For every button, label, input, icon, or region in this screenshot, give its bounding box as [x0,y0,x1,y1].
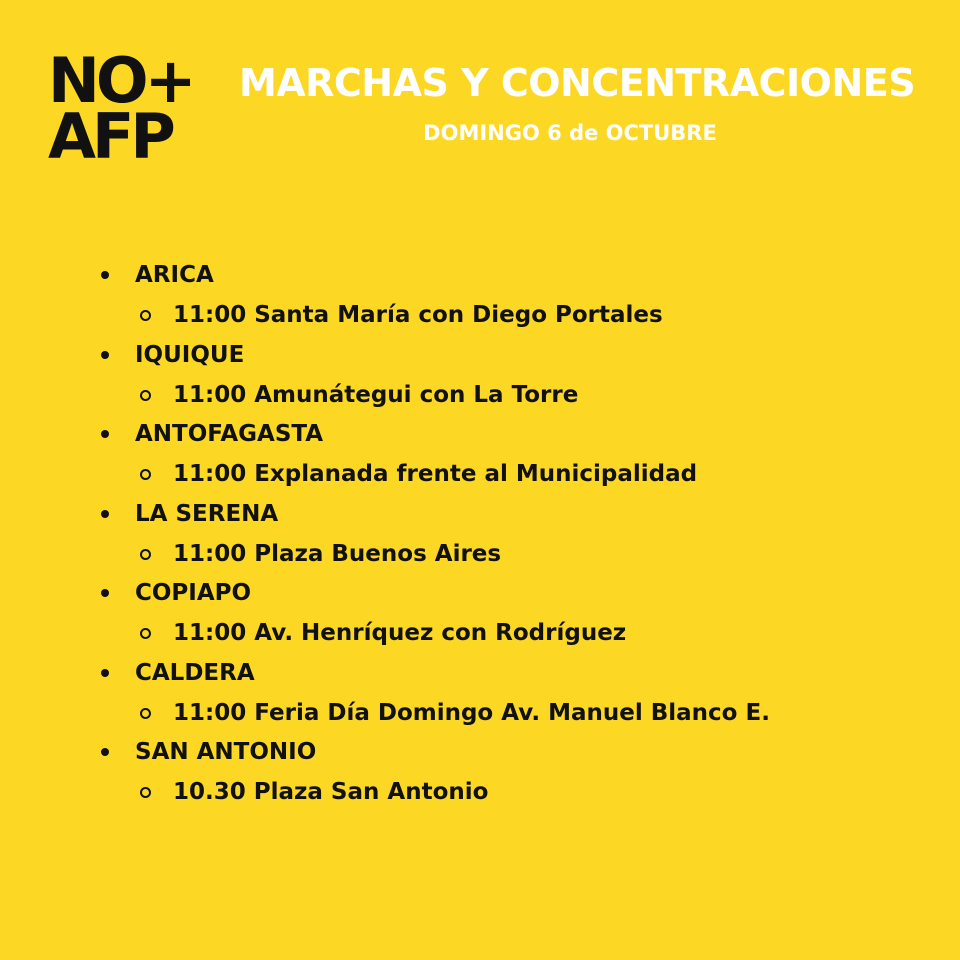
bullet-icon [101,351,109,359]
logo-plus-symbol: + [144,44,197,117]
city-row [92,335,912,375]
bullet-icon [101,510,109,518]
list-item [92,653,912,733]
event-row [92,534,912,574]
bullet-icon [101,669,109,677]
bullet-icon [101,589,109,597]
list-item [92,573,912,653]
event-row [92,772,912,812]
city-row [92,414,912,454]
city-name: COPIAPO [135,580,252,606]
bullet-icon [101,748,109,756]
page-title: MARCHAS Y CONCENTRACIONES [238,61,916,105]
bullet-icon [101,430,109,438]
event-row [92,454,912,494]
logo-text-afp: AFP [48,100,172,173]
hollow-circle-bullet-icon [140,390,151,401]
hollow-circle-bullet-icon [140,787,151,798]
page-subtitle: DOMINGO 6 de OCTUBRE [423,121,717,145]
event-row [92,375,912,415]
city-row [92,732,912,772]
hollow-circle-bullet-icon [140,708,151,719]
event-row [92,295,912,335]
event-detail: 11:00 Av. Henríquez con Rodríguez [173,620,627,646]
event-row [92,613,912,653]
city-name: SAN ANTONIO [135,739,317,765]
list-item [92,414,912,494]
event-detail: 10.30 Plaza San Antonio [173,779,489,805]
event-detail: 11:00 Explanada frente al Municipalidad [173,461,698,487]
hollow-circle-bullet-icon [140,628,151,639]
city-row [92,653,912,693]
hollow-circle-bullet-icon [140,469,151,480]
no-mas-afp-logo [48,44,208,173]
city-name: ANTOFAGASTA [135,421,324,447]
event-detail: 11:00 Feria Día Domingo Av. Manuel Blanco E. [173,699,770,726]
list-item [92,335,912,415]
bullet-icon [101,271,109,279]
city-row [92,573,912,613]
city-name: CALDERA [135,659,255,686]
hollow-circle-bullet-icon [140,549,151,560]
event-row [92,693,912,733]
city-row [92,255,912,295]
locations-list [92,255,912,812]
city-name: IQUIQUE [135,341,245,368]
event-detail: 11:00 Santa María con Diego Portales [173,302,663,328]
event-detail: 11:00 Amunátegui con La Torre [173,381,579,408]
hollow-circle-bullet-icon [140,310,151,321]
list-item [92,494,912,574]
logo-text-no: NO [48,44,145,117]
event-detail: 11:00 Plaza Buenos Aires [173,540,502,567]
city-name: LA SERENA [135,500,279,527]
list-item [92,255,912,335]
city-name: ARICA [135,262,214,288]
city-row [92,494,912,534]
list-item [92,732,912,812]
